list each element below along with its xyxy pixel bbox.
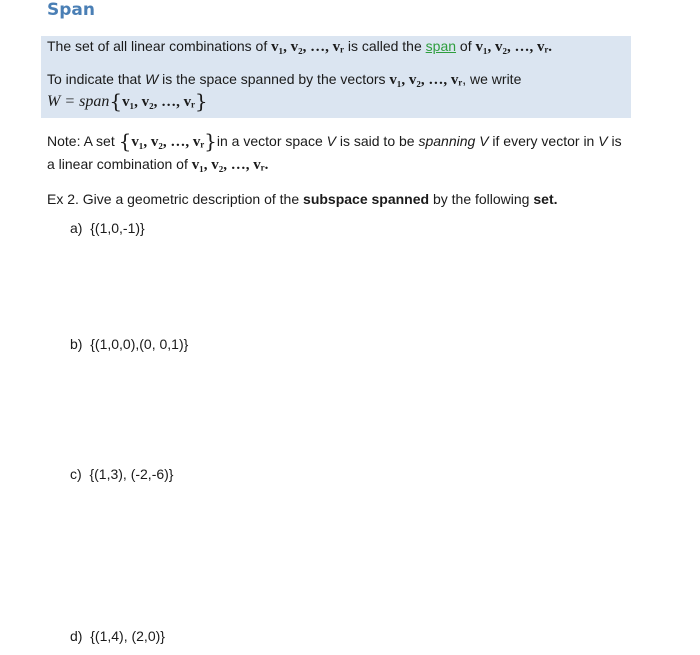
formula-lhs: W = span — [47, 93, 110, 110]
note-V-3: V — [598, 133, 608, 149]
item-set: {(1,0,0),(0, 0,1)} — [90, 336, 189, 352]
note-line2-vectors: v₁, v₂, …, vᵣ. — [191, 157, 269, 173]
def-line1-middle: is called the — [347, 38, 422, 54]
item-label: d) — [70, 628, 83, 644]
exercise-label: Ex 2. — [47, 191, 79, 207]
exercise-item-a — [70, 220, 145, 236]
exercise-bold1: subspace spanned — [303, 191, 430, 207]
def-vector-list-2: v₁, v₂, …, vᵣ — [475, 39, 549, 55]
page-title: Span — [47, 0, 95, 20]
formula-vectors: v₁, v₂, …, vᵣ — [122, 94, 195, 110]
item-label: b) — [70, 336, 83, 352]
note-text4: is — [611, 133, 622, 149]
exercise-item-b — [70, 336, 188, 352]
exercise-text2: by the following — [432, 191, 530, 207]
definition-formula — [47, 89, 208, 113]
note-vectors: v₁, v₂, …, vᵣ — [131, 134, 205, 150]
exercise-text1: Give a geometric description of the — [82, 191, 300, 207]
item-label: c) — [70, 466, 82, 482]
def-line1-prefix: The set of all linear combinations of — [47, 38, 268, 54]
definition-line-2 — [47, 71, 521, 89]
def-W: W — [145, 71, 159, 87]
note-V-2: V — [479, 133, 489, 149]
note-right-brace: } — [204, 129, 217, 153]
def-line2-prefix: To indicate that — [47, 71, 142, 87]
note-V: V — [326, 133, 336, 149]
right-brace: } — [194, 89, 208, 113]
note-text2: is said to be — [339, 133, 415, 149]
left-brace: { — [109, 89, 123, 113]
exercise-prompt — [47, 191, 558, 207]
def-vector-list-3: v₁, v₂, …, vᵣ — [389, 72, 463, 88]
def-vector-list: v₁, v₂, …, vᵣ — [271, 39, 344, 55]
item-set: {(1,3), (-2,-6)} — [89, 466, 174, 482]
note-prefix: Note: A set — [47, 133, 115, 149]
definition-line-1: The set of all linear combinations of v₁, v₂, …, vᵣ is called the span of v₁, v₂, …, vᵣ. — [47, 38, 553, 55]
exercise-bold2: set. — [533, 191, 558, 207]
note-text3: if every vector in — [492, 133, 595, 149]
note-spanning: spanning — [418, 133, 476, 149]
note-text1: in a vector space — [216, 133, 323, 149]
exercise-item-c — [70, 466, 173, 482]
def-line2-suffix: , we write — [462, 71, 522, 87]
note-left-brace: { — [118, 129, 132, 153]
note-line-2 — [47, 156, 268, 174]
item-set: {(1,4), (2,0)} — [90, 628, 165, 644]
def-line2-middle: is the space spanned by the vectors — [162, 71, 386, 87]
item-label: a) — [70, 220, 83, 236]
def-line1-of: of — [459, 38, 472, 54]
span-link[interactable]: span — [425, 38, 457, 54]
exercise-item-d — [70, 628, 165, 644]
note-line-1 — [47, 129, 622, 153]
item-set: {(1,0,-1)} — [90, 220, 145, 236]
note-line2-prefix: a linear combination of — [47, 156, 188, 172]
